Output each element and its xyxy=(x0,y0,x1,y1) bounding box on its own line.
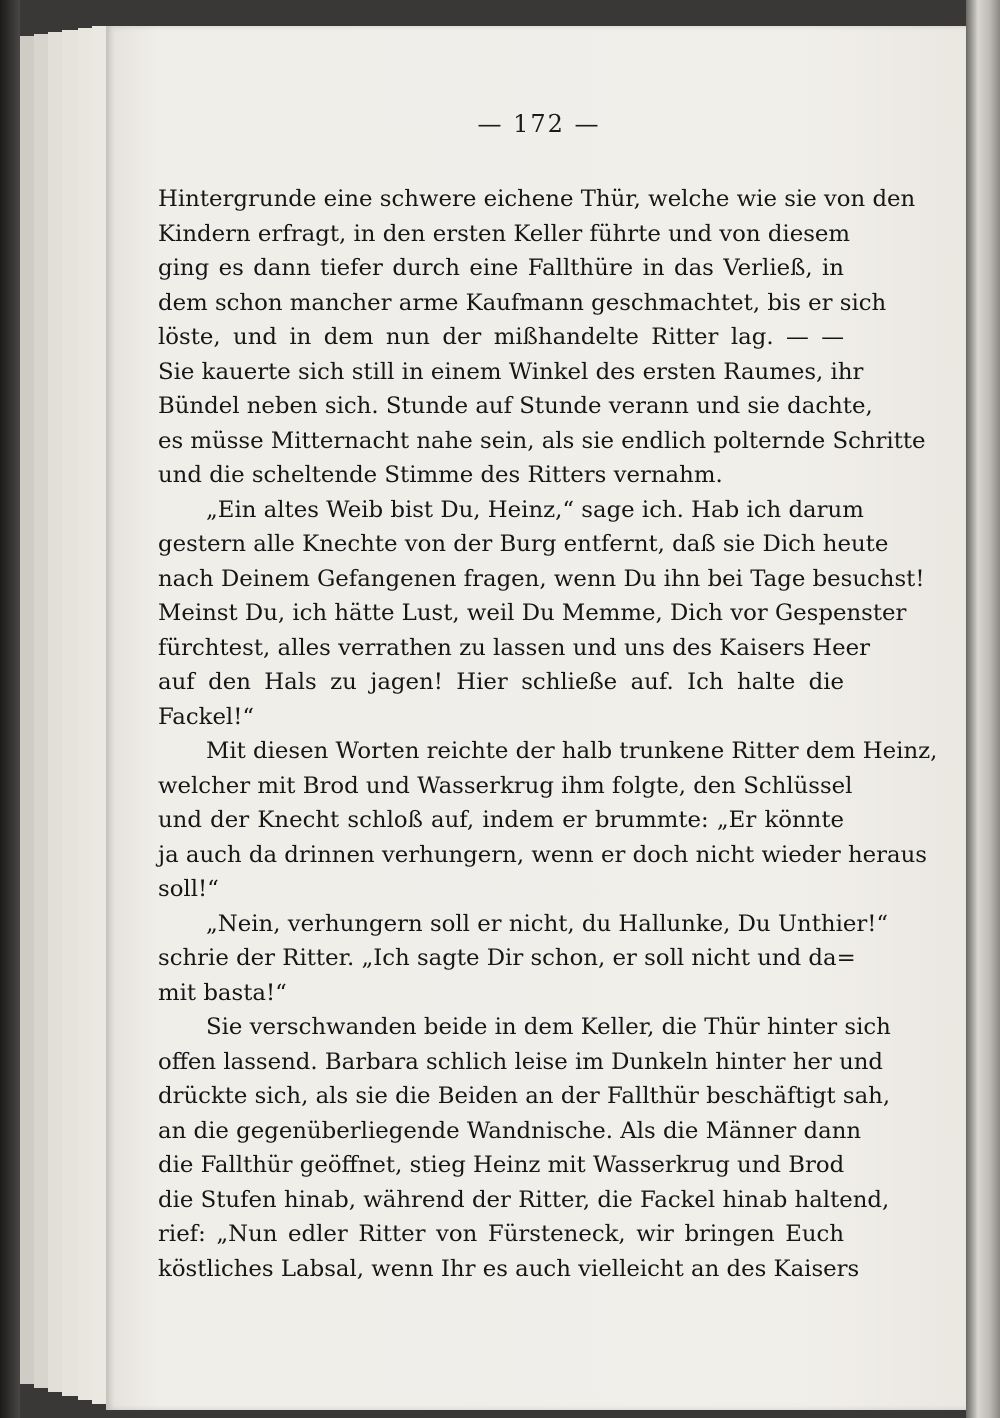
text-line: die Stufen hinab, während der Ritter, die Fackel hinab haltend, xyxy=(158,1186,890,1213)
body-text xyxy=(158,182,938,1286)
text-line: soll!“ xyxy=(158,876,219,902)
text-line: mit basta!“ xyxy=(158,979,287,1006)
text-line: ja auch da drinnen verhungern, wenn er doch nicht wieder heraus xyxy=(158,841,928,868)
paragraph-4 xyxy=(158,907,889,1011)
text-line: rief: „Nun edler Ritter von Fürsteneck, wir bringen Euch xyxy=(158,1221,844,1247)
text-line: gestern alle Knechte von der Burg entfernt, daß sie Dich heute xyxy=(158,531,889,557)
text-line: dem schon mancher arme Kaufmann geschmachtet, bis er sich xyxy=(158,289,887,316)
book-gutter xyxy=(966,0,1000,1418)
page-number: — 172 — xyxy=(477,110,601,138)
text-line: löste, und in dem nun der mißhandelte Ritter lag. — — xyxy=(158,324,844,350)
text-line: die Fallthür geöffnet, stieg Heinz mit Wasserkrug und Brod xyxy=(158,1152,845,1178)
paragraph-5 xyxy=(158,1010,891,1286)
text-line: Hintergrunde eine schwere eichene Thür, welche wie sie von den xyxy=(158,186,916,212)
text-line: Sie kauerte sich still in einem Winkel des ersten Raumes, ihr xyxy=(158,358,864,385)
text-line: „Nein, verhungern soll er nicht, du Hallunke, Du Unthier!“ xyxy=(206,910,889,937)
paragraph-3 xyxy=(158,734,938,907)
text-line: drückte sich, als sie die Beiden an der Fallthür beschäftigt sah, xyxy=(158,1083,891,1109)
text-line: schrie der Ritter. „Ich sagte Dir schon, er soll nicht und da= xyxy=(158,945,856,971)
text-line: Bündel neben sich. Stunde auf Stunde verann und sie dachte, xyxy=(158,393,873,419)
text-line: Sie verschwanden beide in dem Keller, die Thür hinter sich xyxy=(206,1014,891,1040)
text-line: „Ein altes Weib bist Du, Heinz,“ sage ich. Hab ich darum xyxy=(206,496,864,523)
text-line: fürchtest, alles verrathen zu lassen und uns des Kaisers Heer xyxy=(158,634,870,661)
text-line: und der Knecht schloß auf, indem er brummte: „Er könnte xyxy=(158,807,844,833)
text-line: auf den Hals zu jagen! Hier schließe auf. Ich halte die xyxy=(158,669,844,695)
text-line: und die scheltende Stimme des Ritters vernahm. xyxy=(158,462,723,488)
text-line: Fackel!“ xyxy=(158,703,255,730)
text-line: Meinst Du, ich hätte Lust, weil Du Memme, Dich vor Gespenster xyxy=(158,600,907,626)
text-line: offen lassend. Barbara schlich leise im Dunkeln hinter her und xyxy=(158,1048,884,1075)
text-line: welcher mit Brod und Wasserkrug ihm folgte, den Schlüssel xyxy=(158,772,853,799)
text-line: an die gegenüberliegende Wandnische. Als die Männer dann xyxy=(158,1117,862,1144)
paragraph-1 xyxy=(158,182,926,493)
text-line: Kindern erfragt, in den ersten Keller führte und von diesem xyxy=(158,220,851,247)
text-line: köstliches Labsal, wenn Ihr es auch vielleicht an des Kaisers xyxy=(158,1255,860,1282)
book-binding xyxy=(0,0,20,1418)
page-sheet xyxy=(106,26,972,1410)
text-line: nach Deinem Gefangenen fragen, wenn Du ihn bei Tage besuchst! xyxy=(158,565,925,592)
text-line: ging es dann tiefer durch eine Fallthüre in das Verließ, in xyxy=(158,255,844,281)
text-line: Mit diesen Worten reichte der halb trunkene Ritter dem Heinz, xyxy=(206,738,938,764)
paragraph-2 xyxy=(158,493,925,735)
text-line: es müsse Mitternacht nahe sein, als sie endlich polternde Schritte xyxy=(158,427,926,454)
